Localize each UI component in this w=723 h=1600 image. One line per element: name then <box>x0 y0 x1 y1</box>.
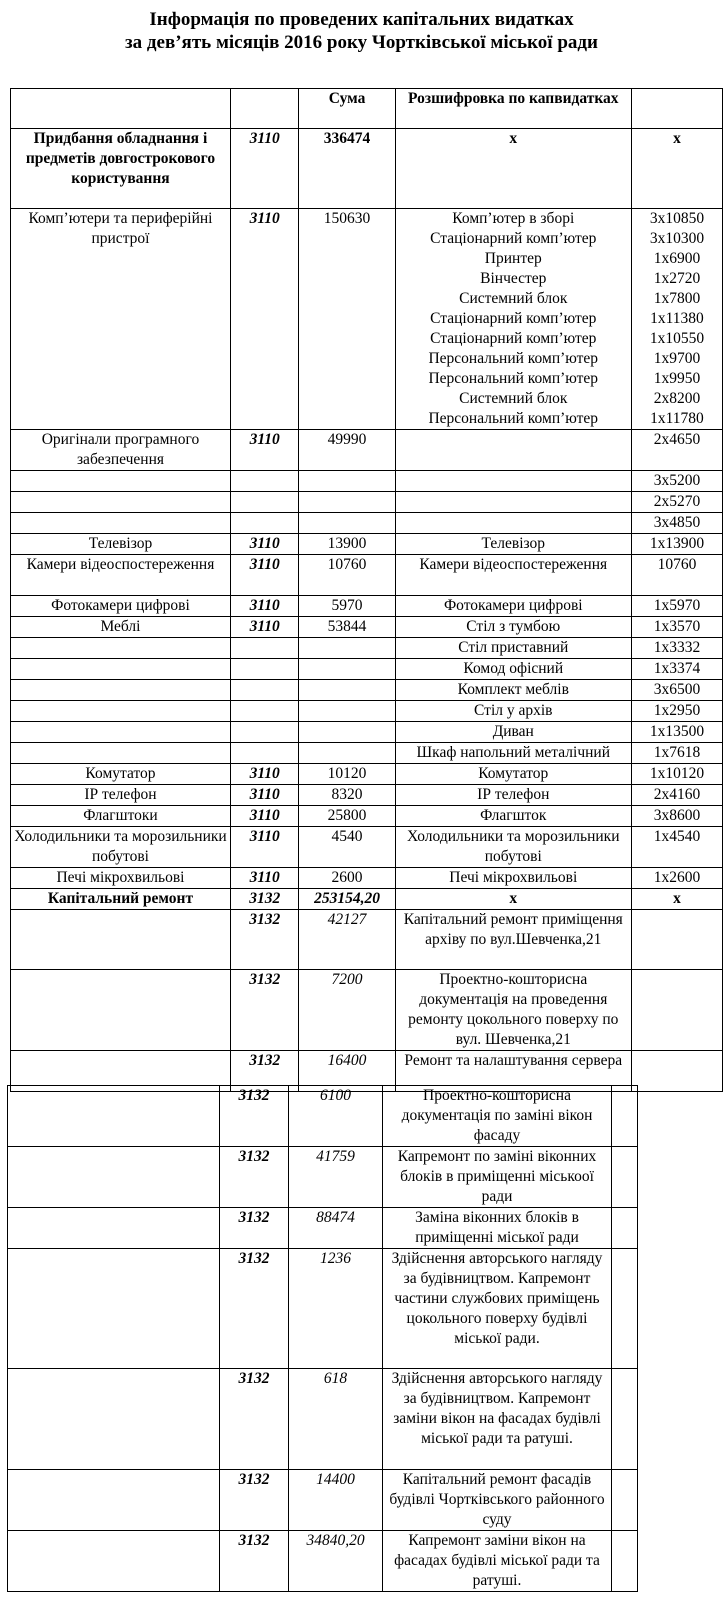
row-name <box>8 1470 220 1531</box>
row-sum: 10760 <box>299 555 395 596</box>
row-sum: 42127 <box>299 910 395 970</box>
table-row <box>11 889 723 910</box>
row-sum: 336474 <box>299 129 395 209</box>
row-name: ІР телефон <box>11 785 231 806</box>
row-details: Капремонт заміни вікон на фасадах будівлі міської ради та ратуші. <box>383 1531 612 1592</box>
row-name: Комп’ютери та периферійні пристрої <box>11 209 231 430</box>
row-code: 3132 <box>220 1470 289 1531</box>
row-name <box>8 1531 220 1592</box>
row-qty: 1х13500 <box>631 722 722 743</box>
row-name <box>11 701 231 722</box>
row-code: 3132 <box>220 1147 289 1208</box>
row-sum: 1236 <box>289 1249 383 1369</box>
header-row <box>11 89 723 129</box>
row-qty: 1х7618 <box>631 743 722 764</box>
row-details: Комутатор <box>395 764 631 785</box>
row-code <box>230 659 299 680</box>
row-details: ІР телефон <box>395 785 631 806</box>
row-qty: 1х10120 <box>631 764 722 785</box>
row-details: Заміна віконних блоків в приміщенні міської ради <box>383 1208 612 1249</box>
row-code <box>230 722 299 743</box>
row-qty: 1х3570 <box>631 617 722 638</box>
capex-table-continued <box>7 1085 638 1592</box>
table-row <box>11 827 723 868</box>
row-sum <box>299 701 395 722</box>
row-qty: 1х3332 <box>631 638 722 659</box>
table-row <box>11 492 723 513</box>
table-row <box>8 1531 638 1592</box>
row-sum: 2600 <box>299 868 395 889</box>
row-qty <box>612 1147 638 1208</box>
table-row <box>8 1470 638 1531</box>
row-code: 3110 <box>230 806 299 827</box>
row-details: Капремонт по заміні віконних блоків в приміщенні міськоої ради <box>383 1147 612 1208</box>
table-row <box>11 970 723 1051</box>
row-qty <box>631 1051 722 1092</box>
row-qty: 1х2950 <box>631 701 722 722</box>
row-sum: 16400 <box>299 1051 395 1092</box>
row-code <box>230 743 299 764</box>
row-sum: 150630 <box>299 209 395 430</box>
row-details: Телевізор <box>395 534 631 555</box>
table-row <box>11 596 723 617</box>
header-code <box>230 89 299 129</box>
header-qty <box>631 89 722 129</box>
row-sum <box>299 471 395 492</box>
row-qty: 10760 <box>631 555 722 596</box>
row-qty <box>612 1208 638 1249</box>
row-qty: 3х5200 <box>631 471 722 492</box>
table-row <box>11 868 723 889</box>
table-row <box>11 638 723 659</box>
row-name: Камери відеоспостереження <box>11 555 231 596</box>
row-sum: 49990 <box>299 430 395 471</box>
row-qty: 1х13900 <box>631 534 722 555</box>
row-details: Комп’ютер в зборі Стаціонарний комп’ютер Принтер Вінчестер Системний блок Стаціонарний комп’ютер Стаціонарний комп’ютер Персональний комп’ютер Персональний комп’ютер Системний блок Персональний комп’ютер <box>395 209 631 430</box>
row-code <box>230 638 299 659</box>
row-code: 3110 <box>230 617 299 638</box>
row-code: 3132 <box>220 1249 289 1369</box>
row-details <box>395 430 631 471</box>
row-name: Флагштоки <box>11 806 231 827</box>
row-code <box>230 492 299 513</box>
row-details: Стіл з тумбою <box>395 617 631 638</box>
row-details: Диван <box>395 722 631 743</box>
row-qty: х <box>631 129 722 209</box>
row-sum <box>299 638 395 659</box>
row-sum: 53844 <box>299 617 395 638</box>
row-qty: 1х4540 <box>631 827 722 868</box>
document-title <box>0 8 723 54</box>
row-details: Холодильники та морозильники побутові <box>395 827 631 868</box>
row-qty: 1х3374 <box>631 659 722 680</box>
row-sum: 7200 <box>299 970 395 1051</box>
row-sum: 253154,20 <box>299 889 395 910</box>
table-row <box>11 785 723 806</box>
row-name: Печі мікрохвильові <box>11 868 231 889</box>
row-qty: 2х5270 <box>631 492 722 513</box>
row-name <box>11 680 231 701</box>
row-name: Телевізор <box>11 534 231 555</box>
row-code: 3132 <box>230 889 299 910</box>
table-row <box>11 513 723 534</box>
row-name: Меблі <box>11 617 231 638</box>
row-details: Печі мікрохвильові <box>395 868 631 889</box>
row-name <box>11 513 231 534</box>
row-name <box>11 638 231 659</box>
table-row <box>11 806 723 827</box>
row-details: Капітальний ремонт фасадів будівлі Чортківського районного суду <box>383 1470 612 1531</box>
row-name <box>11 471 231 492</box>
row-details: Здійснення авторського нагляду за будівництвом. Капремонт заміни вікон на фасадах будівлі міської ради та ратуші. <box>383 1369 612 1470</box>
row-code: 3110 <box>230 596 299 617</box>
row-details: Комплект меблів <box>395 680 631 701</box>
table-row <box>11 617 723 638</box>
row-code: 3110 <box>230 430 299 471</box>
row-qty: 1х5970 <box>631 596 722 617</box>
row-qty: 1х2600 <box>631 868 722 889</box>
row-details <box>395 513 631 534</box>
row-details: Капітальний ремонт приміщення архіву по вул.Шевченка,21 <box>395 910 631 970</box>
row-code <box>230 701 299 722</box>
row-sum <box>299 513 395 534</box>
row-sum <box>299 743 395 764</box>
row-name <box>8 1086 220 1147</box>
row-sum: 41759 <box>289 1147 383 1208</box>
table-row <box>11 555 723 596</box>
row-code: 3132 <box>220 1531 289 1592</box>
row-qty: 3х6500 <box>631 680 722 701</box>
row-qty <box>631 910 722 970</box>
row-qty <box>612 1369 638 1470</box>
row-sum: 4540 <box>299 827 395 868</box>
row-qty: х <box>631 889 722 910</box>
table-row <box>11 743 723 764</box>
row-name <box>11 910 231 970</box>
table-row <box>11 471 723 492</box>
row-details: х <box>395 889 631 910</box>
table-row <box>8 1208 638 1249</box>
table-row <box>11 209 723 430</box>
row-sum: 34840,20 <box>289 1531 383 1592</box>
row-qty: 2х4650 <box>631 430 722 471</box>
row-sum: 25800 <box>299 806 395 827</box>
table-row <box>11 430 723 471</box>
table-row <box>11 764 723 785</box>
table-row <box>11 701 723 722</box>
row-name <box>11 659 231 680</box>
row-name: Капітальний ремонт <box>11 889 231 910</box>
row-sum: 14400 <box>289 1470 383 1531</box>
row-qty <box>631 970 722 1051</box>
row-sum <box>299 680 395 701</box>
row-sum: 13900 <box>299 534 395 555</box>
row-name: Оригінали програмного забезпечення <box>11 430 231 471</box>
row-code: 3110 <box>230 555 299 596</box>
row-name: Холодильники та морозильники побутові <box>11 827 231 868</box>
table-row <box>11 534 723 555</box>
row-details: Камери відеоспостереження <box>395 555 631 596</box>
row-sum <box>299 659 395 680</box>
row-name <box>8 1208 220 1249</box>
row-code: 3110 <box>230 827 299 868</box>
row-code: 3132 <box>230 970 299 1051</box>
row-sum <box>299 722 395 743</box>
row-details <box>395 471 631 492</box>
row-qty <box>612 1531 638 1592</box>
table-row <box>11 722 723 743</box>
header-details: Розшифровка по капвидатках <box>395 89 631 129</box>
table-row <box>8 1249 638 1369</box>
table-row <box>8 1086 638 1147</box>
row-sum: 6100 <box>289 1086 383 1147</box>
header-sum: Сума <box>299 89 395 129</box>
row-qty: 2х4160 <box>631 785 722 806</box>
row-code: 3132 <box>230 1051 299 1092</box>
row-name <box>8 1147 220 1208</box>
row-sum <box>299 492 395 513</box>
table-row <box>11 129 723 209</box>
table-row <box>8 1147 638 1208</box>
table-row <box>11 659 723 680</box>
row-qty: 3х4850 <box>631 513 722 534</box>
row-details: х <box>395 129 631 209</box>
row-name <box>11 970 231 1051</box>
row-name <box>8 1369 220 1470</box>
row-code <box>230 680 299 701</box>
row-name: Придбання обладнання і предметів довгострокового користування <box>11 129 231 209</box>
row-details <box>395 492 631 513</box>
row-details: Комод офісний <box>395 659 631 680</box>
row-sum: 618 <box>289 1369 383 1470</box>
row-code: 3110 <box>230 534 299 555</box>
row-qty <box>612 1249 638 1369</box>
row-code: 3110 <box>230 764 299 785</box>
row-name: Фотокамери цифрові <box>11 596 231 617</box>
row-code: 3132 <box>230 910 299 970</box>
row-name <box>11 492 231 513</box>
row-qty <box>612 1470 638 1531</box>
row-details: Здійснення авторського нагляду за будівництвом. Капремонт частини службових приміщень цокольного поверху будівлі міської ради. <box>383 1249 612 1369</box>
row-details: Фотокамери цифрові <box>395 596 631 617</box>
row-code: 3110 <box>230 868 299 889</box>
row-code: 3110 <box>230 785 299 806</box>
row-sum: 8320 <box>299 785 395 806</box>
capex-table <box>10 88 723 1092</box>
row-code: 3132 <box>220 1369 289 1470</box>
row-code <box>230 471 299 492</box>
row-qty: 3х8600 <box>631 806 722 827</box>
table-row <box>11 910 723 970</box>
row-details: Флагшток <box>395 806 631 827</box>
table-row <box>8 1369 638 1470</box>
row-details: Стіл приставний <box>395 638 631 659</box>
row-sum: 88474 <box>289 1208 383 1249</box>
row-details: Проектно-кошторисна документація по заміні вікон фасаду <box>383 1086 612 1147</box>
table-row <box>11 680 723 701</box>
row-details: Шкаф напольний металічний <box>395 743 631 764</box>
row-sum: 5970 <box>299 596 395 617</box>
row-code: 3132 <box>220 1086 289 1147</box>
row-name <box>11 743 231 764</box>
row-name <box>11 722 231 743</box>
row-qty: 3х10850 3х10300 1х6900 1х2720 1х7800 1х11380 1х10550 1х9700 1х9950 2х8200 1х11780 <box>631 209 722 430</box>
row-sum: 10120 <box>299 764 395 785</box>
row-code: 3110 <box>230 209 299 430</box>
row-details: Ремонт та налаштування сервера <box>395 1051 631 1092</box>
row-details: Проектно-кошторисна документація на проведення ремонту цокольного поверху по вул. Шевченка,21 <box>395 970 631 1051</box>
row-name <box>8 1249 220 1369</box>
row-code: 3110 <box>230 129 299 209</box>
row-details: Стіл у архів <box>395 701 631 722</box>
row-name: Комутатор <box>11 764 231 785</box>
header-name <box>11 89 231 129</box>
row-code <box>230 513 299 534</box>
row-qty <box>612 1086 638 1147</box>
title-text: Інформація по проведених капітальних видатках за дев’ять місяців 2016 року Чортківської міської ради <box>125 9 598 53</box>
row-code: 3132 <box>220 1208 289 1249</box>
